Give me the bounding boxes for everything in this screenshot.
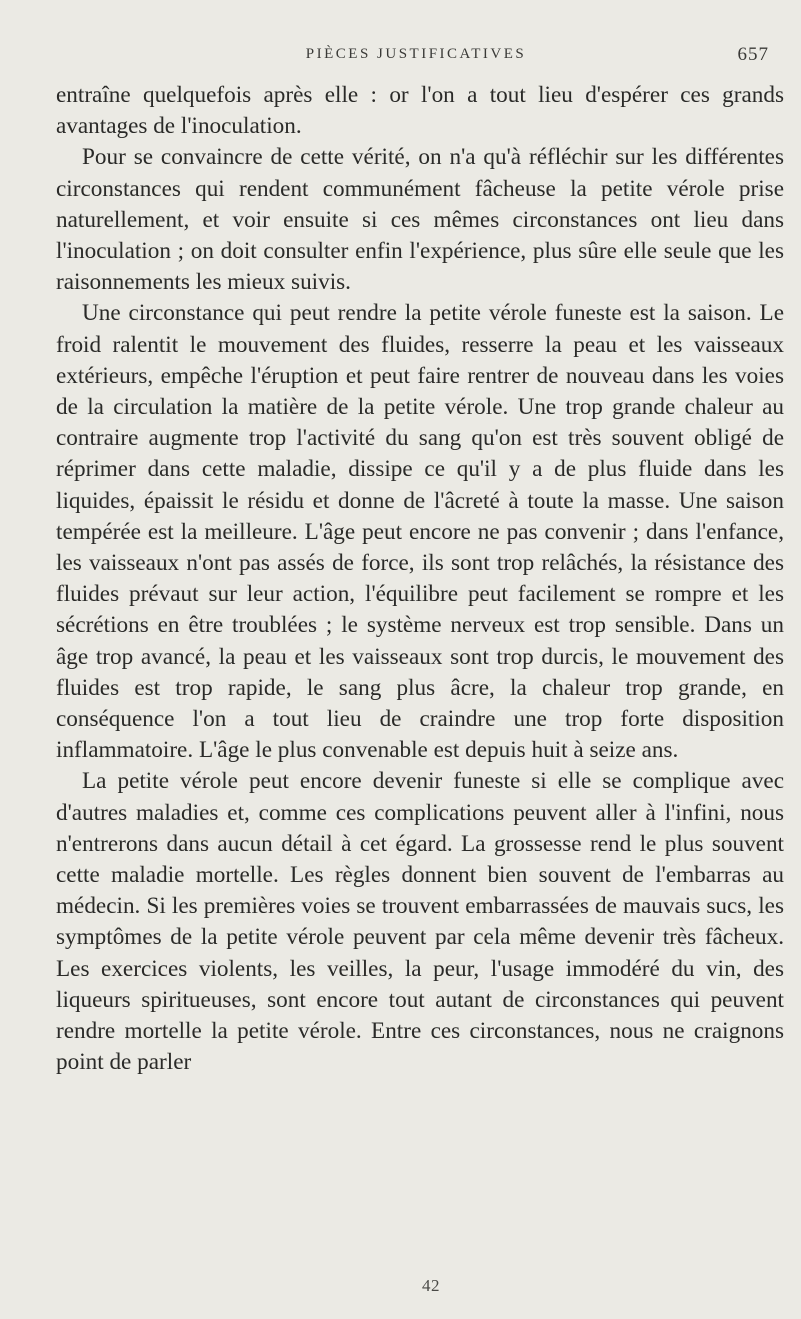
signature-mark: 42 (422, 1276, 440, 1295)
body-text (56, 80, 784, 1079)
paragraph: Une circonstance qui peut rendre la petite vérole funeste est la saison. Le froid ralentit le mouvement des fluides, resserre la peau et les vaisseaux extérieurs, empêche l'éruption et peut faire rentrer de nouveau dans les voies de la circulation la matière de la petite vérole. Une trop grande chaleur au contraire augmente trop l'activité du sang qu'on est très souvent obligé de réprimer dans cette maladie, dissipe ce qu'il y a de plus fluide dans les liquides, épaissit le résidu et donne de l'âcreté à toute la masse. Une saison tempérée est la meilleure. L'âge peut encore ne pas convenir ; dans l'enfance, les vaisseaux n'ont pas assés de force, ils sont trop relâchés, la résistance des fluides prévaut sur leur action, l'équilibre peut facilement se rompre et les sécrétions en être troublées ; le système nerveux est trop sensible. Dans un âge trop avancé, la peau et les vaisseaux sont trop durcis, le mouvement des fluides est trop rapide, le sang plus âcre, la chaleur trop grande, en conséquence l'on a tout lieu de craindre une trop forte disposition inflammatoire. L'âge le plus convenable est depuis huit à seize ans. (56, 300, 784, 764)
page-number: 657 (737, 44, 769, 65)
paragraph-continued: entraîne quelquefois après elle : or l'on a tout lieu d'espérer ces grands avantages de l'inoculation. (56, 82, 784, 140)
running-head: PIÈCES JUSTIFICATIVES (305, 46, 527, 62)
paragraph: Pour se convaincre de cette vérité, on n'a qu'à réfléchir sur les différentes circonstances qui rendent communément fâcheuse la petite vérole prise naturellement, et voir ensuite si ces mêmes circonstances ont lieu dans l'inoculation ; on doit consulter enfin l'expérience, plus sûre elle seule que les raisonnements les mieux suivis. (56, 144, 784, 296)
paragraph: La petite vérole peut encore devenir funeste si elle se complique avec d'autres maladies et, comme ces complications peuvent aller à l'infini, nous n'entrerons dans aucun détail à cet égard. La grossesse rend le plus souvent cette maladie mortelle. Les règles donnent bien souvent de l'embarras au médecin. Si les premières voies se trouvent embarrassées de mauvais sucs, les symptômes de la petite vérole peuvent par cela même devenir très fâcheux. Les exercices violents, les veilles, la peur, l'usage immodéré du vin, des liqueurs spiritueuses, sont encore tout autant de circonstances qui peuvent rendre mortelle la petite vérole. Entre ces circonstances, nous ne craignons point de parler (56, 768, 784, 1076)
